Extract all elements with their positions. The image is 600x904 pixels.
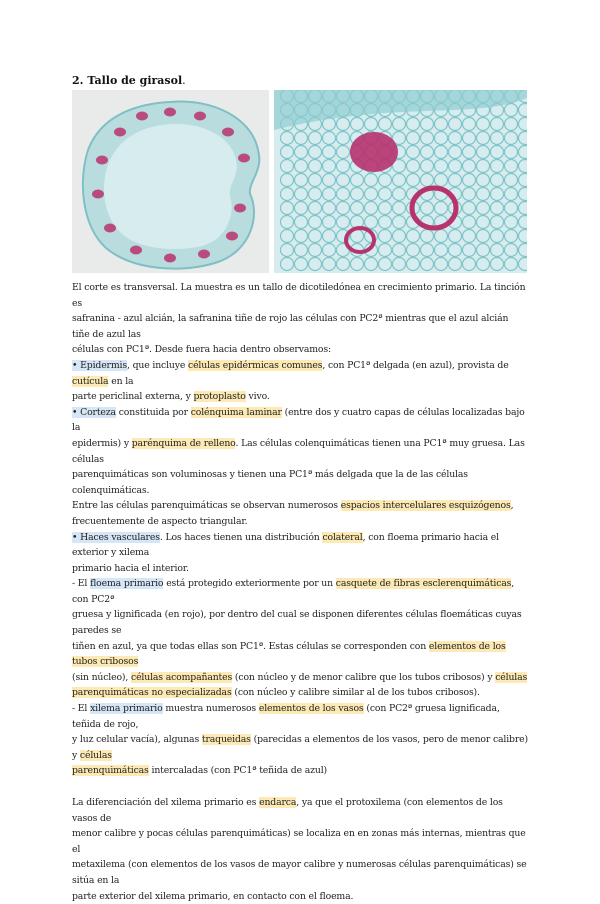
vascular-bundle-drawing [274, 90, 527, 273]
parenchyma-cell [407, 146, 420, 159]
parenchyma-cell [407, 132, 420, 145]
parenchyma-cell [491, 244, 504, 257]
text-run: vivo. [245, 391, 270, 403]
parenchyma-cell [491, 132, 504, 145]
floema-term: floema primario [90, 578, 164, 590]
highlight: casquete de fibras esclerenquimáticas [335, 578, 512, 590]
parenchyma-cell [519, 104, 528, 117]
parenchyma-cell [477, 216, 490, 229]
parenchyma-cell [281, 230, 294, 243]
parenchyma-cell [281, 258, 294, 271]
parenchyma-cell [281, 216, 294, 229]
parenchyma-cell [281, 160, 294, 173]
section-title: Tallo de girasol [87, 74, 183, 87]
paragraph-gap [72, 779, 528, 795]
parenchyma-cell [351, 188, 364, 201]
parenchyma-cell [281, 188, 294, 201]
text-run: parenquimáticas son voluminosas y tienen una PC1ª más delgada que la de las células colenquimáticas. [72, 469, 468, 496]
parenchyma-cell [309, 160, 322, 173]
parenchyma-cell [449, 244, 462, 257]
parenchyma-cell [295, 216, 308, 229]
parenchyma-cell [281, 132, 294, 145]
stem-section-drawing [72, 90, 269, 273]
text-run: La diferenciación del xilema primario es [72, 797, 260, 808]
text-run: (parecidas a elementos de los vasos, pero de menor calibre) y [72, 734, 528, 761]
parenchyma-cell [379, 188, 392, 201]
parenchyma-cell [505, 160, 518, 173]
highlight: colateral [322, 531, 363, 543]
parenchyma-cell [365, 118, 378, 131]
parenchyma-cell [421, 146, 434, 159]
parenchyma-cell [519, 118, 528, 131]
parenchyma-cell [393, 244, 406, 257]
intro-paragraph [72, 280, 528, 358]
text-run: . Los haces tienen una distribución [159, 531, 323, 543]
intro-line: El corte es transversal. La muestra es un tallo de dicotiledónea en crecimiento primario. La tinción es [72, 282, 526, 309]
final-paragraph [72, 795, 528, 904]
parenchyma-cell [505, 244, 518, 257]
intro-line: células con PC1ª. Desde fuera hacia dentro observamos: [72, 344, 331, 356]
vascular-bundle-mark [226, 232, 238, 241]
parenchyma-cell [393, 188, 406, 201]
parenchyma-cell [449, 174, 462, 187]
text-run: parte periclinal externa, y [72, 391, 194, 403]
parenchyma-cell [379, 118, 392, 131]
parenchyma-cell [309, 258, 322, 271]
parenchyma-cell [309, 244, 322, 257]
parenchyma-cell [421, 174, 434, 187]
parenchyma-cell [407, 118, 420, 131]
text-run: (con PC2ª gruesa lignificada, teñida de rojo, [72, 703, 500, 730]
text-run: - El [72, 578, 91, 590]
parenchyma-cell [365, 216, 378, 229]
parenchyma-cell [463, 216, 476, 229]
fiber-cap [350, 132, 398, 172]
parenchyma-cell [421, 160, 434, 173]
vascular-bundle-mark [92, 190, 104, 199]
parenchyma-cell [491, 216, 504, 229]
parenchyma-cell [407, 258, 420, 271]
text-run: , con floema primario hacia el exterior y xilema [72, 531, 499, 559]
parenchyma-cell [295, 174, 308, 187]
parenchyma-cell [435, 146, 448, 159]
parenchyma-cell [295, 244, 308, 257]
highlight: espacios intercelulares esquizógenos [340, 500, 511, 512]
figure-row [72, 90, 528, 273]
epidermis-term [72, 360, 127, 371]
parenchyma-cell [379, 244, 392, 257]
parenchyma-cell [393, 258, 406, 271]
parenchyma-cell [365, 258, 378, 271]
parenchyma-cell [309, 230, 322, 243]
text-run: y luz celular vacía), algunas [72, 734, 202, 746]
highlight: traqueidas [201, 734, 251, 746]
pith-area [104, 124, 237, 249]
highlight: endarca [259, 797, 297, 808]
parenchyma-cell [519, 188, 528, 201]
parenchyma-cell [449, 160, 462, 173]
parenchyma-cell [351, 258, 364, 271]
highlight: células acompañantes [131, 671, 233, 683]
parenchyma-cell [477, 174, 490, 187]
parenchyma-cell [435, 174, 448, 187]
text-run: (con núcleo y de menor calibre que los tubos cribosos) y [232, 671, 496, 683]
highlight: colénquima laminar [190, 406, 282, 418]
term-text: Epidermis [80, 359, 127, 371]
parenchyma-cell [477, 230, 490, 243]
parenchyma-cell [365, 188, 378, 201]
parenchyma-cell [281, 174, 294, 187]
parenchyma-cell [281, 244, 294, 257]
text-run: metaxilema (con elementos de los vasos de mayor calibre y numerosas células parenquimáticas) se sitúa en la [72, 859, 527, 886]
parenchyma-cell [323, 202, 336, 215]
parenchyma-cell [491, 146, 504, 159]
parenchyma-cell [463, 188, 476, 201]
text-run: tiñen en azul, ya que todas ellas son PC1ª. Estas células se corresponden con [72, 640, 429, 652]
text-run: menor calibre y pocas células parenquimáticas) se localiza en en zonas más internas, mientras que el [72, 828, 526, 855]
parenchyma-cell [393, 202, 406, 215]
parenchyma-cell [379, 174, 392, 187]
section-period: . [182, 74, 186, 87]
parenchyma-cell [477, 146, 490, 159]
vascular-bundle-mark [114, 128, 126, 137]
parenchyma-cell [519, 174, 528, 187]
text-run: Entre las células parenquimáticas se observan numerosos [72, 500, 341, 512]
parenchyma-cell [477, 160, 490, 173]
parenchyma-cell [337, 174, 350, 187]
parenchyma-cell [505, 104, 518, 117]
text-run: , con PC1ª delgada (en azul), provista de [322, 359, 509, 371]
parenchyma-cell [519, 146, 528, 159]
text-run: (entre dos y cuatro capas de células localizadas bajo la [72, 406, 525, 434]
vascular-bundle-mark [234, 204, 246, 213]
vascular-bundle-mark [198, 250, 210, 259]
parenchyma-cell [421, 258, 434, 271]
parenchyma-cell [477, 202, 490, 215]
parenchyma-cell [295, 160, 308, 173]
vascular-bundle-mark [222, 128, 234, 137]
parenchyma-cell [477, 132, 490, 145]
parenchyma-cell [491, 230, 504, 243]
text-run: . Las células colenquimáticas tienen una PC1ª muy gruesa. Las células [72, 437, 525, 465]
parenchyma-cell [435, 258, 448, 271]
parenchyma-cell [393, 174, 406, 187]
vascular-bundle-mark [164, 108, 176, 117]
parenchyma-cell [337, 160, 350, 173]
parenchyma-cell [449, 230, 462, 243]
parenchyma-cell [365, 202, 378, 215]
parenchyma-cell [379, 216, 392, 229]
parenchyma-cell [519, 216, 528, 229]
parenchyma-cell [505, 132, 518, 145]
corteza-term [72, 407, 116, 418]
parenchyma-cell [309, 132, 322, 145]
parenchyma-cell [379, 230, 392, 243]
parenchyma-cell [281, 202, 294, 215]
parenchyma-cell [505, 146, 518, 159]
bullet: • [72, 406, 81, 418]
text-run: epidermis) y [72, 437, 132, 449]
parenchyma-cell [379, 202, 392, 215]
highlight: células [495, 671, 528, 683]
highlight: cutícula [72, 375, 109, 387]
parenchyma-cell [463, 258, 476, 271]
parenchyma-cell [491, 188, 504, 201]
parenchyma-cell [519, 230, 528, 243]
parenchyma-cell [309, 174, 322, 187]
text-run: , con PC2ª [72, 578, 515, 605]
parenchyma-cell [323, 230, 336, 243]
parenchyma-cell [337, 132, 350, 145]
parenchyma-cell [323, 258, 336, 271]
vascular-bundle-mark [130, 246, 142, 255]
parenchyma-cell [281, 146, 294, 159]
parenchyma-cell [435, 230, 448, 243]
parenchyma-cell [323, 216, 336, 229]
parenchyma-cell [407, 244, 420, 257]
parenchyma-cell [421, 132, 434, 145]
parenchyma-cell [463, 118, 476, 131]
epidermis-paragraph [72, 358, 528, 405]
body-text [72, 280, 528, 904]
parenchyma-cell [323, 244, 336, 257]
parenchyma-cell [463, 146, 476, 159]
text-run: (sin núcleo), [72, 671, 132, 683]
parenchyma-cell [519, 160, 528, 173]
vascular-bundle-mark [96, 156, 108, 165]
parenchyma-cell [309, 146, 322, 159]
parenchyma-cell [407, 174, 420, 187]
parenchyma-cell [519, 258, 528, 271]
parenchyma-cell [323, 146, 336, 159]
parenchyma-cell [505, 188, 518, 201]
parenchyma-cell [463, 160, 476, 173]
parenchyma-cell [449, 118, 462, 131]
parenchyma-cell [505, 216, 518, 229]
parenchyma-cell [477, 258, 490, 271]
parenchyma-cell [491, 160, 504, 173]
section-heading [72, 74, 186, 87]
vascular-bundle-mark [194, 112, 206, 121]
parenchyma-cell [393, 216, 406, 229]
text-run: , ya que el protoxilema (con elementos de los vasos de [72, 797, 503, 824]
parenchyma-cell [407, 160, 420, 173]
bullet: • [72, 359, 81, 371]
parenchyma-cell [309, 188, 322, 201]
parenchyma-cell [421, 230, 434, 243]
text-run: primario hacia el interior. [72, 562, 189, 574]
parenchyma-cell [295, 146, 308, 159]
parenchyma-cell [463, 230, 476, 243]
intro-line: safranina - azul alcián, la safranina tiñe de rojo las células con PC2ª mientras que el azul alcián tiñe de azul las [72, 313, 509, 340]
parenchyma-cell [393, 118, 406, 131]
section-number: 2. [72, 74, 84, 87]
parenchyma-cell [435, 118, 448, 131]
parenchyma-cell [505, 118, 518, 131]
parenchyma-cell [393, 230, 406, 243]
parenchyma-cell [295, 132, 308, 145]
micrograph-vascular-bundle [274, 90, 527, 273]
floema-paragraph [72, 576, 528, 701]
haces-term: • Haces vasculares [72, 531, 160, 543]
parenchyma-cell [295, 202, 308, 215]
parenchyma-cell [295, 258, 308, 271]
text-run: intercaladas (con PC1ª teñida de azul) [148, 765, 328, 777]
parenchyma-cell [491, 258, 504, 271]
parenchyma-cell [505, 202, 518, 215]
parenchyma-cell [491, 118, 504, 131]
parenchyma-cell [435, 202, 448, 215]
parenchyma-cell [463, 132, 476, 145]
parenchyma-cell [323, 132, 336, 145]
text-run: constituida por [115, 406, 191, 418]
vascular-bundle-mark [104, 224, 116, 233]
parenchyma-cell [491, 202, 504, 215]
parenchyma-cell [477, 244, 490, 257]
highlight: parenquimáticas [72, 765, 149, 777]
parenchyma-cell [337, 146, 350, 159]
parenchyma-cell [519, 132, 528, 145]
parenchyma-cell [337, 202, 350, 215]
parenchyma-cell [323, 160, 336, 173]
text-run: , [510, 500, 514, 512]
parenchyma-cell [421, 118, 434, 131]
xilema-paragraph [72, 701, 528, 779]
text-run: muestra numerosos [162, 703, 259, 715]
term-text: Corteza [80, 406, 116, 418]
highlight: células epidérmicas comunes [188, 359, 323, 371]
parenchyma-cell [295, 188, 308, 201]
parenchyma-cell [463, 202, 476, 215]
highlight: elementos de los tubos cribosos [72, 640, 506, 668]
parenchyma-cell [435, 244, 448, 257]
parenchyma-cell [337, 118, 350, 131]
parenchyma-cell [351, 118, 364, 131]
highlight: células [79, 749, 112, 761]
parenchyma-cell [379, 258, 392, 271]
parenchyma-cell [295, 230, 308, 243]
text-run: (con núcleo y calibre similar al de los tubos cribosos). [231, 687, 480, 699]
highlight: elementos de los vasos [258, 703, 364, 715]
highlight: parenquimáticas no especializadas [72, 687, 232, 699]
haces-paragraph [72, 530, 528, 577]
vascular-bundle-mark [136, 112, 148, 121]
parenchyma-cell [491, 174, 504, 187]
parenchyma-cell [421, 244, 434, 257]
xilema-term: xilema primario [90, 703, 163, 715]
parenchyma-cell [519, 244, 528, 257]
parenchyma-cell [421, 202, 434, 215]
parenchyma-cell [309, 202, 322, 215]
parenchyma-cell [519, 202, 528, 215]
parenchyma-cell [337, 258, 350, 271]
text-run: gruesa y lignificada (en rojo), por dentro del cual se disponen diferentes células floemáticas cuyas paredes se [72, 609, 522, 637]
micrograph-stem-section [72, 90, 269, 273]
parenchyma-cell [435, 160, 448, 173]
text-run: en la [108, 375, 134, 387]
parenchyma-cell [477, 188, 490, 201]
parenchyma-cell [505, 174, 518, 187]
xylem-vessels-small [346, 228, 374, 252]
text-run: , que incluye [126, 359, 189, 371]
parenchyma-cell [435, 132, 448, 145]
parenchyma-cell [477, 118, 490, 131]
text-run: frecuentemente de aspecto triangular. [72, 515, 248, 527]
parenchyma-cell [351, 174, 364, 187]
parenchyma-cell [351, 202, 364, 215]
parenchyma-cell [323, 174, 336, 187]
parenchyma-cell [505, 230, 518, 243]
highlight: parénquima de relleno [131, 437, 236, 449]
vascular-bundle-mark [164, 254, 176, 263]
parenchyma-cell [505, 258, 518, 271]
parenchyma-cell [337, 216, 350, 229]
parenchyma-cell [463, 244, 476, 257]
parenchyma-cell [407, 230, 420, 243]
highlight: protoplasto [193, 391, 246, 403]
parenchyma-cell [449, 132, 462, 145]
parenchyma-cell [323, 188, 336, 201]
corteza-paragraph [72, 405, 528, 530]
parenchyma-cell [449, 146, 462, 159]
text-run: - El [72, 703, 91, 715]
parenchyma-cell [309, 216, 322, 229]
parenchyma-cell [365, 174, 378, 187]
text-run: parte exterior del xilema primario, en contacto con el floema. [72, 890, 354, 902]
parenchyma-cell [449, 258, 462, 271]
vascular-bundle-mark [238, 154, 250, 163]
text-run: está protegido exteriormente por un [163, 578, 336, 590]
parenchyma-cell [337, 188, 350, 201]
parenchyma-cell [463, 174, 476, 187]
